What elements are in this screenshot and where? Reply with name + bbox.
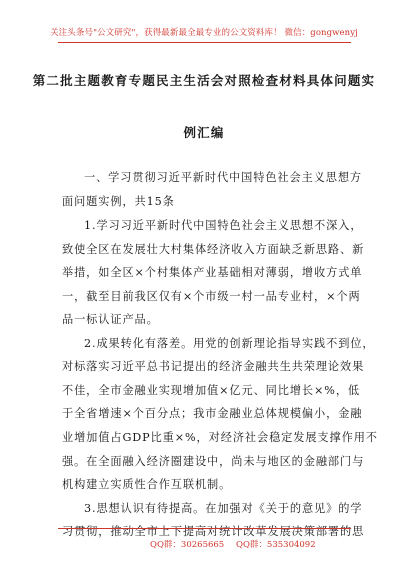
body-line-7: 品一标认证产品。 <box>62 313 159 326</box>
footer-divider <box>58 528 351 529</box>
body-line-15: 3.思想认识有待提高。在加强对《关于的意见》的学 <box>84 502 363 515</box>
body-line-4: 致使全区在发展壮大村集体经济收入方面缺乏新思路、新 <box>62 243 365 256</box>
footer-qq-group-1: QQ群：30265665 <box>150 540 225 550</box>
body-line-11: 于全省增速×个百分点；我市金融业总体规模偏小，金融 <box>62 407 363 420</box>
body-line-16: 习贯彻，推动全市上下提高对统计改革发展决策部署的思 <box>62 525 365 538</box>
body-line-8: 2.成果转化有落差。用党的创新理论指导实践不到位， <box>84 337 375 350</box>
footer-qq-group-2: QQ群：535304092 <box>236 540 316 550</box>
body-line-5: 举措，如全区×个村集体产业基础相对薄弱，增收方式单 <box>62 266 363 279</box>
body-line-14: 机构建立实质性合作互联机制。 <box>62 478 232 491</box>
header-notice: 关注头条号"公文研究"，获得最新最全最专业的公文资料库！ 微信：gongwenyj <box>50 28 358 38</box>
body-line-6: 一，截至目前我区仅有×个市级一村一品专业村，×个两 <box>62 290 361 303</box>
body-line-3: 1.学习习近平新时代中国特色社会主义思想不深入， <box>84 219 363 232</box>
body-line-10: 不佳，全市金融业实现增加值×亿元、同比增长×%，低 <box>62 384 361 397</box>
document-title-line-1: 第二批主题教育专题民主生活会对照检查材料具体问题实 <box>32 73 376 88</box>
body-line-13: 强。在全面融入经济圈建设中，尚未与地区的金融部门与 <box>62 455 365 468</box>
body-line-9: 对标落实习近平总书记提出的经济金融共生共荣理论效果 <box>62 360 365 373</box>
body-line-2: 面问题实例，共15条 <box>62 195 175 208</box>
header-divider <box>58 42 351 43</box>
body-line-12: 业增加值占GDP比重×%，对经济社会稳定发展支撑作用不 <box>62 431 378 444</box>
body-line-1: 一、学习贯彻习近平新时代中国特色社会主义思想方 <box>84 171 363 184</box>
document-title-line-2: 例汇编 <box>183 125 225 140</box>
